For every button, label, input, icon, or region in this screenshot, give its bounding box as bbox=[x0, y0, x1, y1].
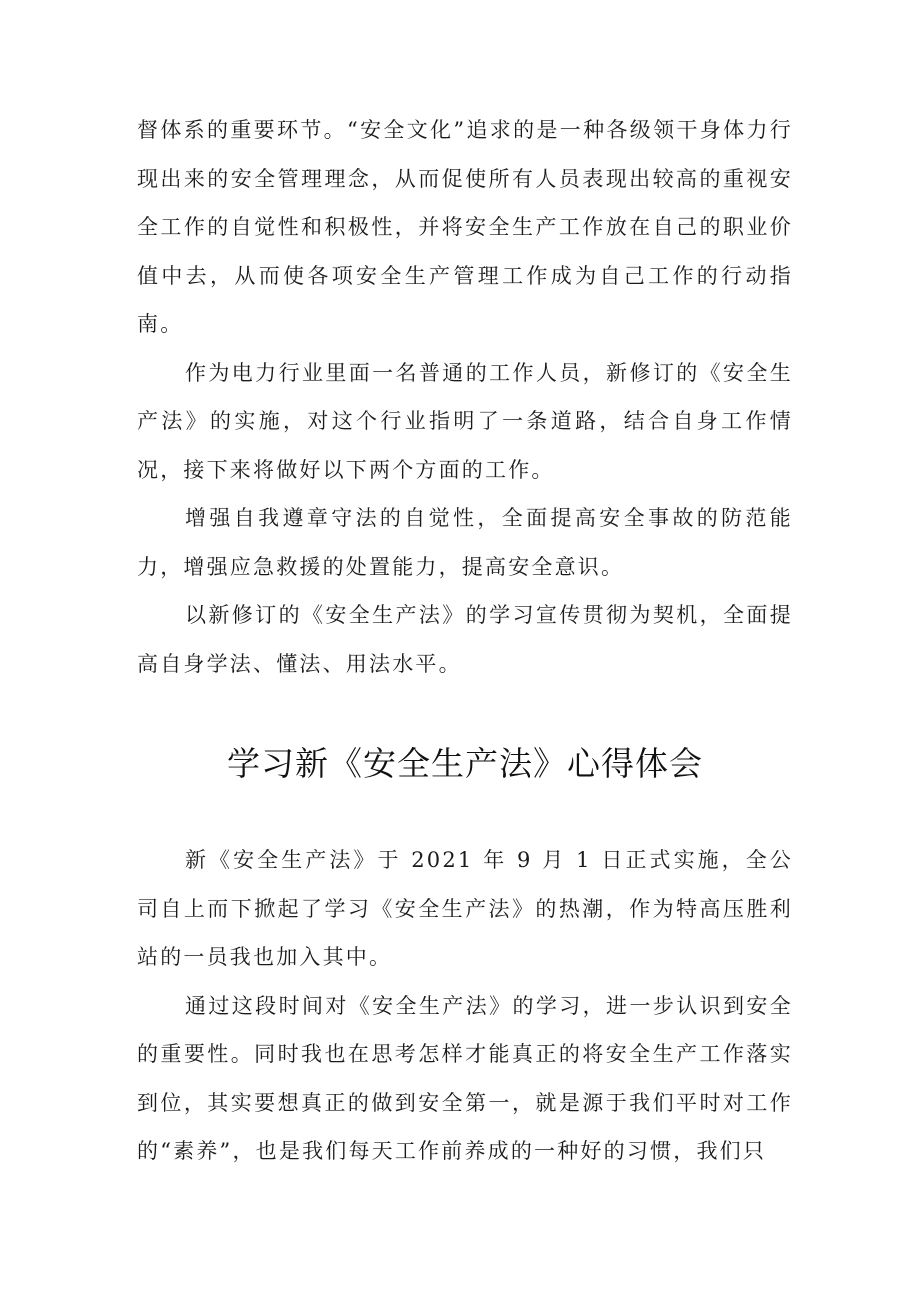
paragraph-continued-safety-culture: 督体系的重要环节。“安全文化”追求的是一种各级领干身体力行现出来的安全管理理念，从而促使所有人员表现出较高的重视安全工作的自觉性和积极性，并将安全生产工作放在自己的职业价值中去，从而使各项安全生产管理工作成为自己工作的行动指南。 bbox=[137, 118, 793, 336]
section-title: 学习新《安全生产法》心得体会 bbox=[227, 744, 703, 783]
paragraph-study-opportunity: 以新修订的《安全生产法》的学习宣传贯彻为契机，全面提高自身学法、懂法、用法水平。 bbox=[137, 603, 793, 676]
paragraph-power-industry-worker: 作为电力行业里面一名普通的工作人员，新修订的《安全生产法》的实施，对这个行业指明了一条道路，结合自身工作情况，接下来将做好以下两个方面的工作。 bbox=[137, 360, 793, 482]
paragraph-safety-importance: 通过这段时间对《安全生产法》的学习，进一步认识到安全的重要性。同时我也在思考怎样才能真正的将安全生产工作落实到位，其实要想真正的做到安全第一，就是源于我们平时对工作的“素养”，也是我们每天工作前养成的一种好的习惯，我们只 bbox=[137, 993, 793, 1163]
paragraph-law-implementation: 新《安全生产法》于 2021 年 9 月 1 日正式实施，全公司自上而下掀起了学习《安全生产法》的热潮，作为特高压胜利站的一员我也加入其中。 bbox=[137, 848, 793, 969]
paragraph-law-awareness: 增强自我遵章守法的自觉性，全面提高安全事故的防范能力，增强应急救援的处置能力，提高安全意识。 bbox=[137, 506, 793, 579]
document-page bbox=[137, 106, 793, 1176]
